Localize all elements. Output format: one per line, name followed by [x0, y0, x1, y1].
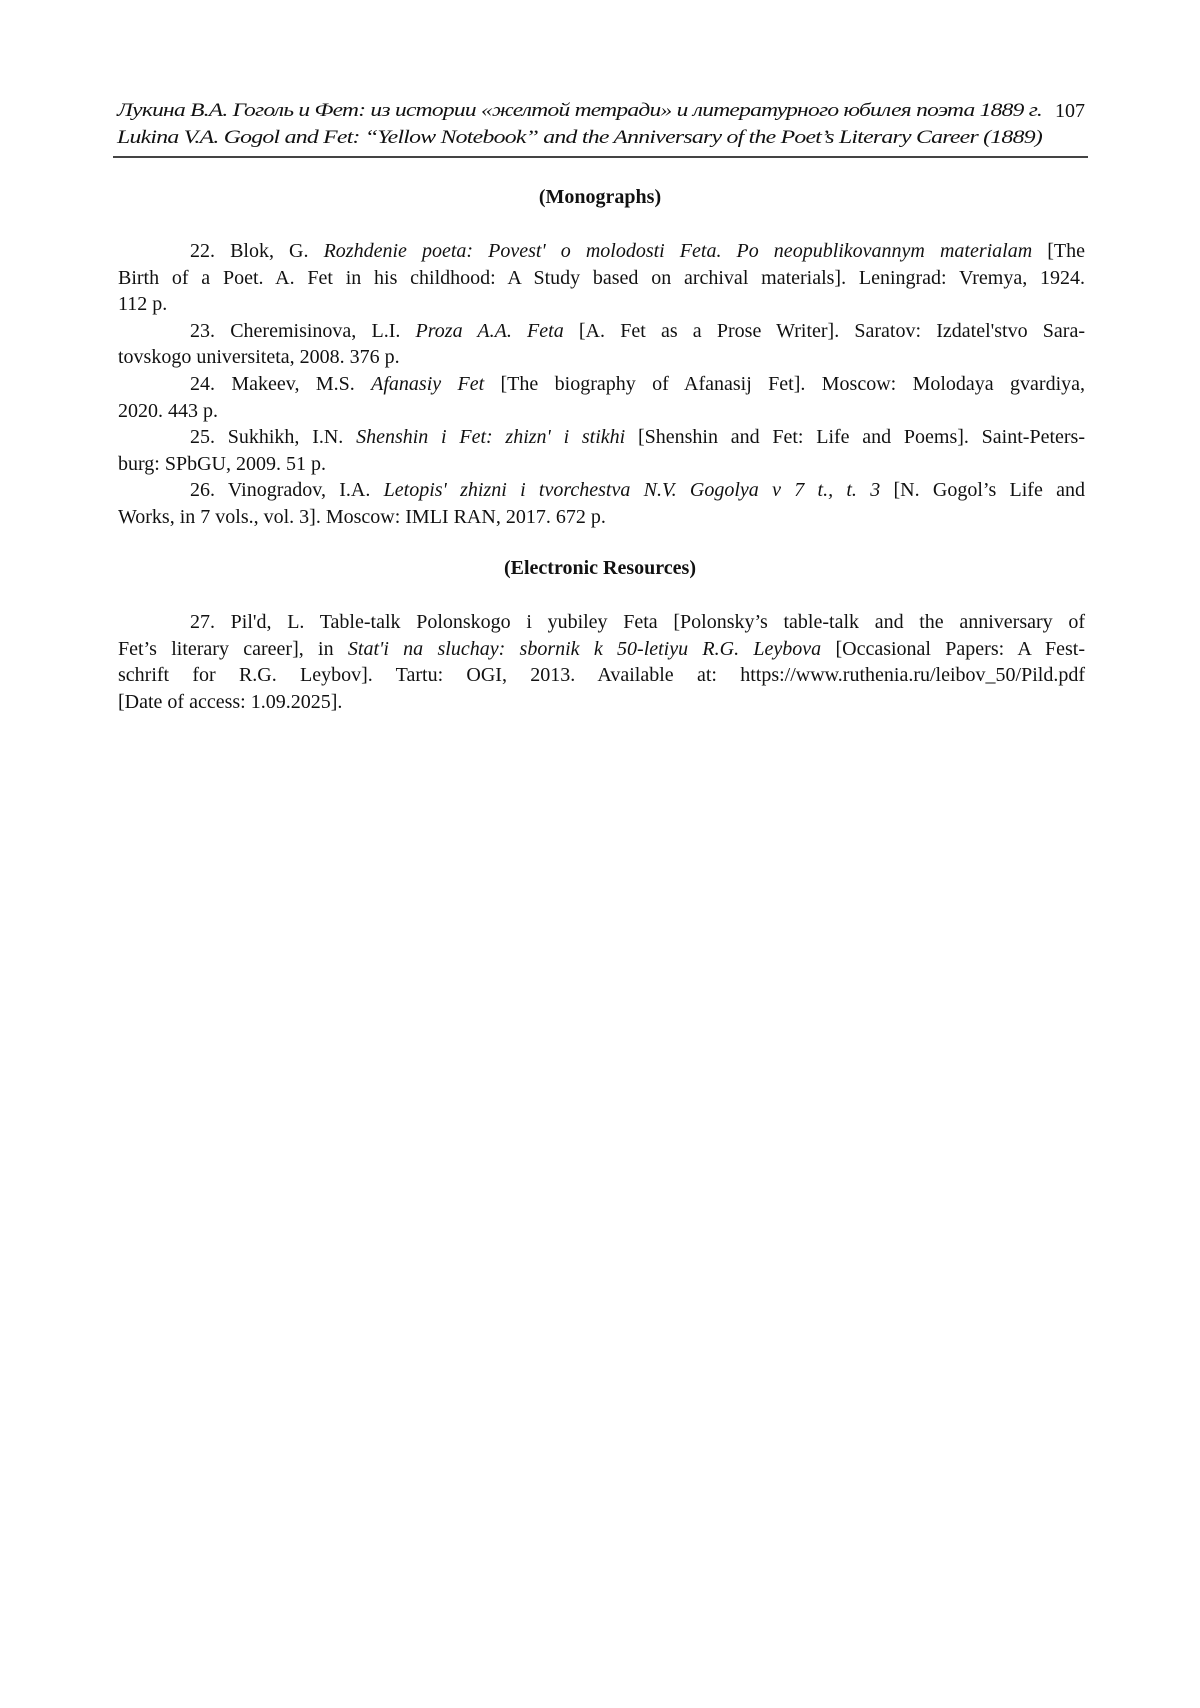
reference-line — [118, 451, 1085, 478]
running-title-en: Lukina V.A. Gogol and Fet: “Yellow Notebook” and the Anniversary of the Poet’s Literary Career (1889) — [117, 127, 1042, 148]
reference-entry — [118, 609, 1085, 715]
reference-text: 26. Vinogradov, I.A. — [190, 479, 384, 502]
section-title-electronic-resources: (Electronic Resources) — [504, 557, 696, 579]
reference-line — [118, 265, 1085, 292]
reference-text: Fet’s literary career], in — [118, 637, 348, 660]
reference-line — [118, 291, 1085, 318]
reference-text: 2020. 443 p. — [118, 399, 218, 422]
running-title-ru: Лукина В.А. Гоголь и Фет: из истории «желтой тетради» и литературного юбилея поэта 1889 г. — [117, 100, 1042, 121]
reference-text: 27. Pil'd, L. Table-talk Polonskogo i yubiley Feta [Polonsky’s table-talk and the anniversary of — [190, 611, 1085, 633]
reference-text: tovskogo universiteta, 2008. 376 p. — [118, 346, 400, 369]
reference-entry — [118, 371, 1085, 424]
reference-text: Birth of a Poet. A. Fet in his childhood: A Study based on archival materials]. Leningrad: Vremya, 1924. — [118, 266, 1085, 289]
reference-entry — [118, 424, 1085, 477]
reference-text: schrift for R.G. Leybov]. Tartu: OGI, 2013. Available at: https://www.ruthenia.ru/leibov_50/Pild.pdf — [118, 664, 1085, 687]
reference-text: burg: SPbGU, 2009. 51 p. — [118, 452, 326, 475]
reference-text: [The — [1032, 240, 1085, 262]
reference-text: 24. Makeev, M.S. — [190, 372, 372, 395]
reference-text: 25. Sukhikh, I.N. — [190, 426, 357, 449]
reference-list-electronic-resources — [118, 609, 1085, 715]
reference-text: 23. Cheremisinova, L.I. — [190, 319, 416, 342]
reference-text: [A. Fet as a Prose Writer]. Saratov: Izdatel'stvo Sara- — [563, 319, 1085, 342]
reference-entry — [118, 238, 1085, 318]
reference-line — [118, 424, 1085, 451]
reference-line — [118, 318, 1085, 345]
reference-text: [The biography of Afanasij Fet]. Moscow: Molodaya gvardiya, — [484, 372, 1085, 395]
header-rule — [113, 156, 1088, 158]
reference-line — [118, 398, 1085, 425]
reference-title-italic: Proza A.A. Feta — [415, 319, 564, 342]
reference-line — [118, 344, 1085, 371]
reference-text: [N. Gogol’s Life and — [880, 479, 1085, 502]
reference-text: 22. Blok, G. — [190, 240, 324, 262]
running-header-ru — [117, 100, 1085, 122]
reference-text: [Shenshin and Fet: Life and Poems]. Saint-Peters- — [625, 426, 1085, 449]
reference-list-monographs — [118, 238, 1085, 531]
reference-line — [118, 689, 1085, 716]
reference-title-italic: Letopis' zhizni i tvorchestva N.V. Gogolya v 7 t., t. 3 — [383, 479, 881, 502]
reference-line — [118, 636, 1085, 663]
reference-line — [118, 238, 1085, 265]
reference-line — [118, 371, 1085, 398]
reference-title-italic: Afanasiy Fet — [371, 372, 485, 395]
page-number: 107 — [1055, 100, 1085, 122]
reference-line — [118, 504, 1085, 531]
reference-entry — [118, 477, 1085, 530]
section-title-monographs: (Monographs) — [538, 186, 662, 208]
reference-title-italic: Shenshin i Fet: zhizn' i stikhi — [356, 426, 626, 449]
reference-text: [Date of access: 1.09.2025]. — [118, 690, 343, 713]
reference-title-italic: Stat'i na sluchay: sbornik k 50-letiyu R.G. Leybova — [347, 637, 822, 660]
reference-line — [118, 662, 1085, 689]
reference-text: [Occasional Papers: A Fest- — [821, 637, 1086, 660]
reference-line — [118, 609, 1085, 636]
running-header-en — [117, 127, 1085, 149]
reference-text: 112 p. — [118, 293, 168, 316]
reference-entry — [118, 318, 1085, 371]
reference-text: Works, in 7 vols., vol. 3]. Moscow: IMLI RAN, 2017. 672 p. — [118, 505, 606, 528]
reference-title-italic: Rozhdenie poeta: Povest' o molodosti Feta. Po neopublikovannym materialam — [323, 240, 1033, 262]
reference-line — [118, 477, 1085, 504]
